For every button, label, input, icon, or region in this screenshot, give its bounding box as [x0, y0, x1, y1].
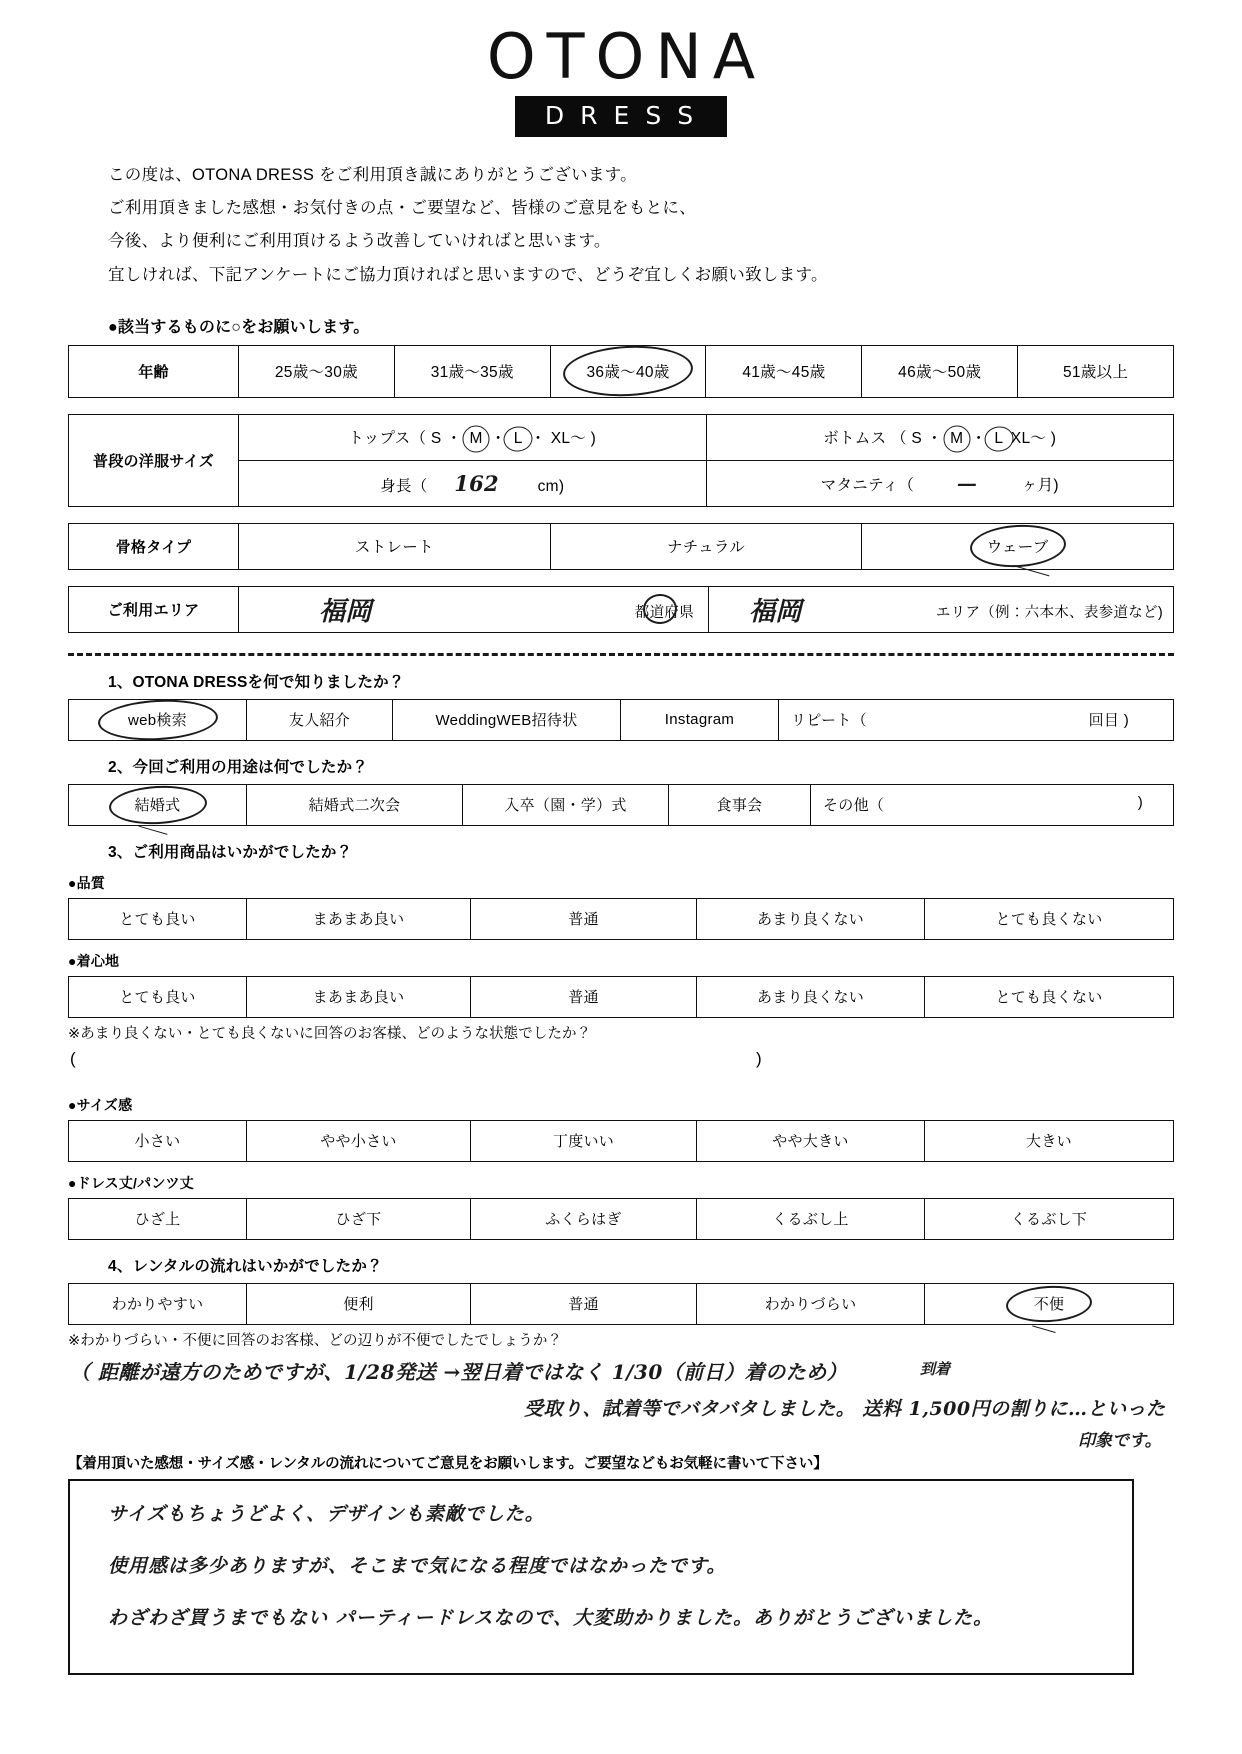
- q1-repeat-suffix: 回目 ): [1088, 712, 1129, 730]
- tops-size-cell[interactable]: [239, 414, 707, 460]
- logo-primary-text: OTONA: [486, 20, 767, 93]
- q3-quality-table: [68, 898, 1174, 940]
- table-row: [69, 1120, 1174, 1161]
- skeleton-option-0-label: ストレート: [354, 539, 434, 557]
- length-option-3-label: くるぶし上: [772, 1211, 849, 1229]
- free-comment-box[interactable]: [68, 1479, 1134, 1675]
- prefecture-hint: [635, 601, 694, 622]
- q3-comfort-table: [68, 976, 1174, 1018]
- comfort-followup-note: ※あまり良くない・とても良くないに回答のお客様、どのような状態でしたか？: [68, 1025, 592, 1042]
- table-row: [69, 523, 1174, 569]
- q1-option-0-label: web検索: [127, 712, 188, 730]
- sizefeel-option-4-label: 大きい: [1026, 1133, 1072, 1151]
- length-option-1[interactable]: [247, 1198, 471, 1239]
- q4-answer-impression-note: 印象です。: [1078, 1430, 1162, 1451]
- sizefeel-option-0[interactable]: [69, 1120, 247, 1161]
- sizefeel-option-2[interactable]: [471, 1120, 697, 1161]
- q2-option-1-label: 結婚式二次会: [308, 797, 401, 815]
- comfort-option-2[interactable]: [471, 976, 697, 1017]
- q2-option-4-label: その他（: [823, 797, 885, 815]
- bottoms-option-l[interactable]: L: [991, 430, 1006, 448]
- q1-option-1[interactable]: [247, 699, 393, 740]
- intro-line-3: 今後、より便利にご利用頂けるよう改善していければと思います。: [108, 232, 611, 251]
- comfort-option-1-label: まあまあ良い: [312, 989, 405, 1007]
- paren-close: ): [756, 1048, 762, 1068]
- q4-answer-line-2: 受取り、試着等でバタバタしました。 送料 1,500円の割りに…といった: [524, 1397, 1166, 1420]
- age-option-5[interactable]: [1018, 345, 1174, 397]
- bottoms-prefix: ボトムス （ S ・: [823, 430, 948, 448]
- q3-length-table: [68, 1198, 1174, 1240]
- q1-table: [68, 699, 1174, 741]
- maternity-prefix: マタニティ（: [820, 477, 915, 495]
- height-cell[interactable]: [239, 460, 707, 506]
- age-option-5-label: 51歳以上: [1062, 364, 1129, 382]
- quality-option-1-label: まあまあ良い: [312, 911, 405, 929]
- age-option-4[interactable]: [862, 345, 1018, 397]
- height-prefix: 身長（: [380, 477, 428, 495]
- q1-option-3[interactable]: [621, 699, 779, 740]
- prefecture-value: 福岡: [319, 596, 372, 627]
- q4-answer-line-1: （ 距離が遠方のためですが、1/28発送 →翌日着ではなく 1/30（前日）着のため）: [70, 1359, 848, 1384]
- table-row: [69, 784, 1174, 825]
- sizefeel-option-1[interactable]: [247, 1120, 471, 1161]
- bottoms-suffix: XL〜 ): [1006, 430, 1057, 448]
- comfort-option-3[interactable]: [697, 976, 925, 1017]
- brand-logo: [0, 0, 1242, 137]
- comfort-option-0[interactable]: [69, 976, 247, 1017]
- skeleton-type-table: [68, 523, 1174, 570]
- q4-option-0[interactable]: [69, 1283, 247, 1324]
- table-row: [69, 586, 1174, 632]
- tops-suffix: ・ XL〜 ): [525, 430, 597, 448]
- skeleton-label: 骨格タイプ: [69, 523, 239, 569]
- q4-option-3-label: わかりづらい: [764, 1296, 857, 1314]
- length-option-2-label: ふくらはぎ: [545, 1211, 622, 1229]
- q2-option-0-selected[interactable]: [69, 784, 247, 825]
- length-option-0[interactable]: [69, 1198, 247, 1239]
- quality-option-2-label: 普通: [568, 911, 599, 929]
- maternity-value: —: [956, 471, 978, 496]
- prefecture-cell[interactable]: [239, 586, 709, 632]
- circle-instruction: ●該当するものに○をお願いします。: [108, 318, 370, 336]
- area-hint: エリア（例：六本木、表参道など): [935, 604, 1163, 621]
- q1-option-3-label: Instagram: [664, 711, 735, 729]
- clothing-size-label: 普段の洋服サイズ: [69, 414, 239, 506]
- comfort-option-4[interactable]: [925, 976, 1174, 1017]
- area-value: 福岡: [749, 596, 802, 627]
- comfort-option-3-label: あまり良くない: [756, 989, 865, 1007]
- length-option-4[interactable]: [925, 1198, 1174, 1239]
- age-option-1-label: 31歳〜35歳: [430, 364, 514, 382]
- tops-sep: ・: [485, 430, 511, 448]
- sizefeel-option-4[interactable]: [925, 1120, 1174, 1161]
- sizefeel-option-3-label: やや大きい: [772, 1133, 849, 1151]
- q4-handwritten-answer[interactable]: [68, 1350, 1174, 1451]
- skeleton-option-1-label: ナチュラル: [666, 539, 746, 557]
- age-option-1[interactable]: [394, 345, 550, 397]
- free-comment-heading: 【着用頂いた感想・サイズ感・レンタルの流れについてご意見をお願いします。ご要望などもお気軽に書いて下さい】: [68, 1455, 828, 1472]
- q3-length-label: ●ドレス丈/パンツ丈: [68, 1174, 194, 1191]
- age-option-3[interactable]: [706, 345, 862, 397]
- tops-option-l[interactable]: L: [511, 430, 526, 448]
- q1-option-2-label: WeddingWEB招待状: [435, 712, 578, 730]
- quality-option-3-label: あまり良くない: [756, 911, 865, 929]
- age-option-2-selected[interactable]: [550, 345, 706, 397]
- q3-quality-label: ●品質: [68, 874, 106, 891]
- free-comment-line-3: わざわざ買うまでもない パーティードレスなので、大変助かりました。ありがとうございました。: [108, 1606, 994, 1629]
- comfort-followup-input[interactable]: [68, 1049, 1242, 1079]
- q2-option-2[interactable]: [463, 784, 669, 825]
- age-option-3-label: 41歳〜45歳: [742, 364, 826, 382]
- skeleton-option-2-label: ウェーブ: [986, 539, 1049, 557]
- sizefeel-option-3[interactable]: [697, 1120, 925, 1161]
- table-row: [69, 898, 1174, 939]
- section-divider: [68, 653, 1174, 656]
- q4-answer-arrival-note: 到着: [920, 1359, 951, 1378]
- q3-heading: 3、ご利用商品はいかがでしたか？: [108, 843, 353, 861]
- q2-heading: 2、今回ご利用の用途は何でしたか？: [108, 758, 369, 776]
- quality-option-3[interactable]: [697, 898, 925, 939]
- age-option-0-label: 25歳〜30歳: [274, 364, 358, 382]
- bottoms-sep: ・: [966, 430, 992, 448]
- intro-line-1: この度は、OTONA DRESS をご利用頂き誠にありがとうございます。: [108, 165, 637, 184]
- q2-option-0-label: 結婚式: [134, 797, 181, 815]
- tops-option-m[interactable]: M: [467, 430, 486, 448]
- q4-option-2[interactable]: [471, 1283, 697, 1324]
- q1-option-1-label: 友人紹介: [288, 712, 351, 730]
- q4-option-2-label: 普通: [568, 1296, 599, 1314]
- maternity-suffix: ヶ月): [1021, 477, 1059, 495]
- quality-option-4[interactable]: [925, 898, 1174, 939]
- table-row: [69, 1283, 1174, 1324]
- quality-option-2[interactable]: [471, 898, 697, 939]
- bottoms-size-cell[interactable]: [706, 414, 1174, 460]
- prefecture-hint-text: 都道府県: [634, 604, 694, 621]
- comfort-option-2-label: 普通: [568, 989, 599, 1007]
- sizefeel-option-1-label: やや小さい: [320, 1133, 397, 1151]
- quality-option-0[interactable]: [69, 898, 247, 939]
- q3-sizefeel-table: [68, 1120, 1174, 1162]
- intro-line-4: 宜しければ、下記アンケートにご協力頂ければと思いますので、どうぞ宜しくお願い致します。: [108, 265, 828, 284]
- q2-option-2-label: 入卒（園・学）式: [504, 797, 627, 815]
- selection-circle-tail-icon: [138, 811, 171, 835]
- skeleton-option-1[interactable]: [550, 523, 862, 569]
- q2-other-suffix: ): [1137, 794, 1143, 812]
- q1-option-2[interactable]: [393, 699, 621, 740]
- age-option-4-label: 46歳〜50歳: [898, 364, 982, 382]
- quality-option-1[interactable]: [247, 898, 471, 939]
- q2-option-4-other[interactable]: [811, 784, 1174, 825]
- intro-paragraph: [108, 159, 1242, 292]
- quality-option-0-label: とても良い: [119, 911, 196, 929]
- q4-option-0-label: わかりやすい: [111, 1296, 204, 1314]
- q2-option-3[interactable]: [669, 784, 811, 825]
- paren-open: (: [70, 1048, 76, 1068]
- q4-heading: 4、レンタルの流れはいかがでしたか？: [108, 1257, 383, 1275]
- q3-comfort-label: ●着心地: [68, 952, 120, 969]
- comfort-option-4-label: とても良くない: [995, 989, 1103, 1007]
- comfort-option-1[interactable]: [247, 976, 471, 1017]
- length-option-2[interactable]: [471, 1198, 697, 1239]
- clothing-size-table: [68, 414, 1174, 507]
- q4-followup-note: ※わかりづらい・不便に回答のお客様、どの辺りが不便でしたでしょうか？: [68, 1332, 563, 1349]
- q1-option-0-selected[interactable]: [69, 699, 247, 740]
- area-detail-cell[interactable]: [709, 586, 1174, 632]
- q1-option-4-repeat[interactable]: [779, 699, 1174, 740]
- logo-secondary-text: DRESS: [515, 96, 727, 137]
- length-option-1-label: ひざ下: [335, 1211, 382, 1229]
- q4-option-1-label: 便利: [343, 1296, 374, 1314]
- height-suffix: cm): [537, 477, 565, 495]
- q2-table: [68, 784, 1174, 826]
- q3-sizefeel-label: ●サイズ感: [68, 1096, 133, 1113]
- age-option-0[interactable]: [239, 345, 395, 397]
- q4-option-4-label: 不便: [1033, 1296, 1065, 1314]
- q2-option-1[interactable]: [247, 784, 463, 825]
- table-row: [69, 976, 1174, 1017]
- table-row: [69, 1198, 1174, 1239]
- q1-heading: 1、OTONA DRESSを何で知りましたか？: [108, 673, 405, 691]
- area-label: ご利用エリア: [69, 586, 239, 632]
- length-option-0-label: ひざ上: [134, 1211, 181, 1229]
- table-row: [69, 414, 1174, 460]
- bottoms-option-m[interactable]: M: [947, 430, 966, 448]
- sizefeel-option-2-label: 丁度いい: [552, 1133, 615, 1151]
- length-option-3[interactable]: [697, 1198, 925, 1239]
- tops-prefix: トップス（ S ・: [348, 430, 467, 448]
- intro-line-2: ご利用頂きました感想・お気付きの点・ご要望など、皆様のご意見をもとに、: [108, 198, 696, 217]
- age-option-2-label: 36歳〜40歳: [586, 364, 670, 382]
- area-table: [68, 586, 1174, 633]
- q4-option-4-selected[interactable]: [925, 1283, 1174, 1324]
- sizefeel-option-0-label: 小さい: [134, 1133, 181, 1151]
- skeleton-option-0[interactable]: [239, 523, 551, 569]
- height-value: 162: [454, 470, 499, 496]
- age-table: [68, 345, 1174, 398]
- table-row: [69, 345, 1174, 397]
- q4-table: [68, 1283, 1174, 1325]
- q1-option-4-label: リピート（: [791, 712, 867, 730]
- q2-option-3-label: 食事会: [716, 797, 763, 815]
- age-label: 年齢: [69, 345, 239, 397]
- skeleton-option-2-selected[interactable]: [862, 523, 1174, 569]
- length-option-4-label: くるぶし下: [1010, 1211, 1088, 1229]
- quality-option-4-label: とても良くない: [995, 911, 1103, 929]
- maternity-cell[interactable]: [706, 460, 1174, 506]
- free-comment-line-1: サイズもちょうどよく、デザインも素敵でした。: [108, 1502, 545, 1525]
- comfort-option-0-label: とても良い: [119, 989, 196, 1007]
- free-comment-line-2: 使用感は多少ありますが、そこまで気になる程度ではなかったです。: [108, 1554, 727, 1577]
- q4-option-1[interactable]: [247, 1283, 471, 1324]
- table-row: [69, 699, 1174, 740]
- q4-option-3[interactable]: [697, 1283, 925, 1324]
